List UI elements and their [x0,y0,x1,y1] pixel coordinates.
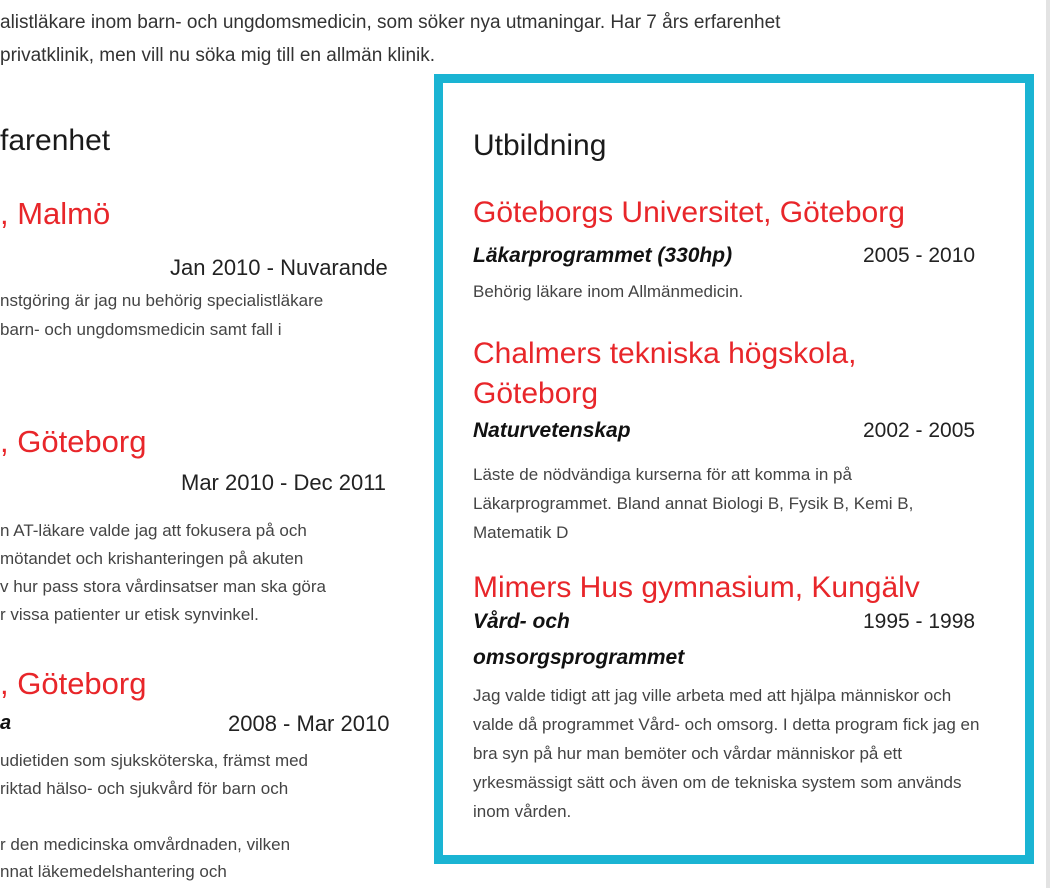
school-name: Mimers Hus gymnasium, Kungälv [473,571,920,604]
program-name: Vård- och [473,610,570,633]
job-role: a [0,712,12,734]
program-years: 1995 - 1998 [863,610,976,633]
program-description: Jag valde tidigt att jag ville arbeta med att hjälpa människor och valde då programmet Vård- och omsorg. I detta program fick jag en bra syn på hur man bemöter och vårdar människor på ett yrkesmässigt sätt och även om de tekniska system som används inom vården. [473,686,980,821]
program-years: 2005 - 2010 [863,244,976,267]
experience-heading: farenhet [0,124,111,157]
job-place: , Göteborg [0,666,147,701]
job-text: udietiden som sjuksköterska, främst med [0,751,309,770]
education-highlight-box [434,74,1034,864]
program-name: omsorgsprogrammet [473,646,685,669]
job-place: , Malmö [0,196,111,231]
program-name: Naturvetenskap [473,419,631,442]
school-name: Chalmers tekniska högskola, [473,337,857,370]
program-description: Behörig läkare inom Allmänmedicin. [473,282,744,301]
intro-line: privatklinik, men vill nu söka mig till en allmän klinik. [0,45,436,66]
school-name: Göteborg [473,377,599,410]
job-text: barn- och ungdomsmedicin samt fall i [0,320,282,339]
job-date: Mar 2010 - Dec 2011 [181,470,387,495]
education-heading: Utbildning [473,129,607,162]
job-place: , Göteborg [0,424,147,459]
job-text: r vissa patienter ur etisk synvinkel. [0,605,259,624]
job-text: nnat läkemedelshantering och [0,862,227,881]
school-name: Göteborgs Universitet, Göteborg [473,196,905,229]
job-text: riktad hälso- och sjukvård för barn och [0,779,289,798]
program-name: Läkarprogrammet (330hp) [473,244,733,267]
job-text: n AT-läkare valde jag att fokusera på och [0,521,307,540]
experience-section [0,0,400,888]
page-edge [1046,0,1050,888]
job-text: v hur pass stora vårdinsatser man ska göra [0,577,326,596]
job-text: nstgöring är jag nu behörig specialistläkare [0,291,324,310]
program-description: Läste de nödvändiga kurserna för att komma in på Läkarprogrammet. Bland annat Biologi B, Fysik B, Kemi B, Matematik D [473,465,914,542]
job-date: Jan 2010 - Nuvarande [170,255,388,280]
intro-line: alistläkare inom barn- och ungdomsmedicin, som söker nya utmaningar. Har 7 års erfarenhet [0,12,781,33]
job-text: r den medicinska omvårdnaden, vilken [0,835,291,854]
job-text: mötandet och krishanteringen på akuten [0,549,304,568]
job-date: 2008 - Mar 2010 [228,711,390,736]
program-years: 2002 - 2005 [863,419,976,442]
